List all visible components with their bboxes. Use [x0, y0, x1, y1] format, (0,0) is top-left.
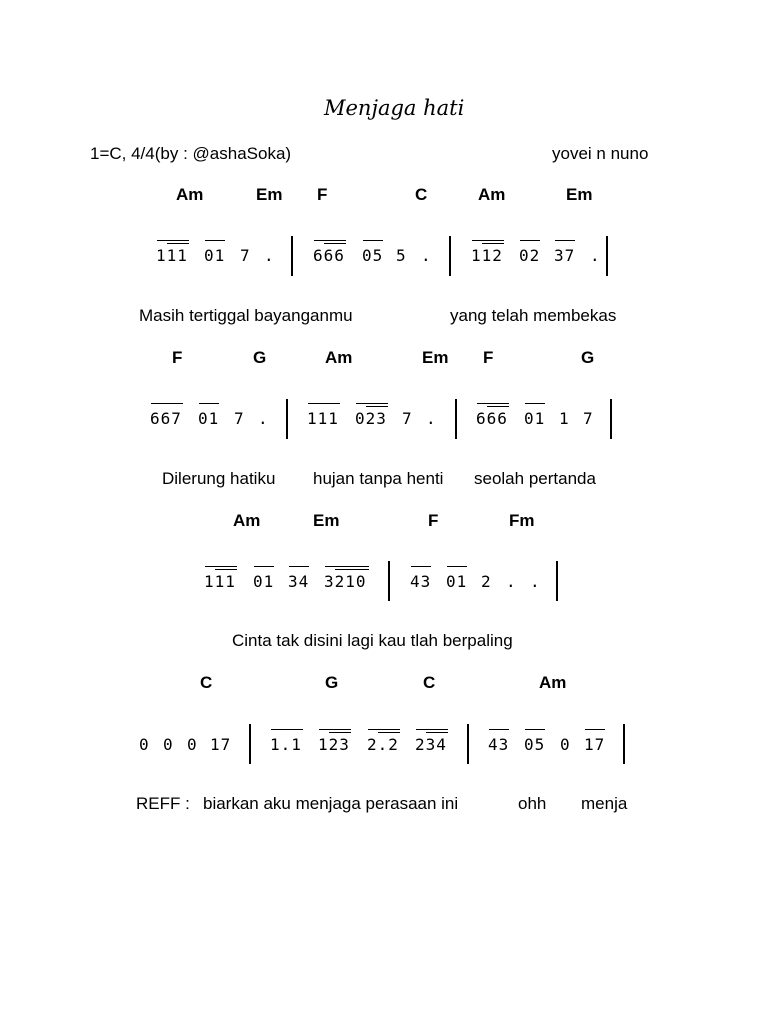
beam-line	[525, 403, 545, 404]
chord: Em	[422, 348, 449, 367]
beam-line	[416, 729, 448, 730]
beam-line	[215, 569, 237, 570]
bar-line	[606, 236, 608, 276]
note-group: 666	[476, 409, 508, 428]
beam-line	[308, 403, 340, 404]
beam-line	[520, 240, 540, 241]
note-group: 01	[253, 572, 275, 591]
beam-line	[363, 240, 383, 241]
note-group: 0	[560, 735, 571, 754]
note-group: 123	[318, 735, 350, 754]
chord: G	[325, 673, 339, 692]
beam-line	[324, 243, 346, 244]
beam-line	[205, 566, 237, 567]
lyric: Cinta tak disini lagi kau tlah berpaling	[232, 631, 513, 650]
beam-line	[489, 729, 509, 730]
artist-name: yovei n nuno	[552, 144, 649, 163]
lyric: biarkan aku menjaga perasaan ini	[203, 794, 459, 813]
beam-line	[314, 240, 346, 241]
bar-line	[467, 724, 469, 764]
note-group: 5	[396, 246, 407, 265]
beam-line	[205, 240, 225, 241]
chord: C	[200, 673, 213, 692]
chord: Am	[233, 511, 261, 530]
note-group: 2	[481, 572, 492, 591]
note-group: 1.1	[270, 735, 302, 754]
beam-line	[356, 403, 388, 404]
beam-line	[426, 732, 448, 733]
note-group: 667	[150, 409, 182, 428]
beam-line	[411, 566, 431, 567]
beam-line	[167, 243, 189, 244]
beam-line	[199, 403, 219, 404]
note-group: 7	[402, 409, 413, 428]
note-group: 111	[156, 246, 188, 265]
key-signature: 1=C, 4/4(by : @ashaSoka)	[90, 144, 292, 163]
bar-line	[455, 399, 457, 439]
beam-line	[378, 732, 400, 733]
beam-line	[151, 403, 183, 404]
bar-line	[556, 561, 558, 601]
note-dot: .	[590, 246, 601, 265]
beam-line	[254, 566, 274, 567]
note-dot: .	[506, 572, 517, 591]
bar-line	[249, 724, 251, 764]
note-group: 3210	[324, 572, 367, 591]
bar-line	[449, 236, 451, 276]
chord: C	[415, 185, 428, 204]
beam-line	[585, 729, 605, 730]
note-group: 7	[234, 409, 245, 428]
chord: Am	[478, 185, 506, 204]
note-group: 01	[524, 409, 546, 428]
note-group: 05	[524, 735, 546, 754]
note-group: 43	[488, 735, 510, 754]
note-group: 666	[313, 246, 345, 265]
note-group: 023	[355, 409, 387, 428]
note-group: 111	[204, 572, 236, 591]
beam-line	[366, 406, 388, 407]
note-dot: .	[530, 572, 541, 591]
note-group: 34	[288, 572, 310, 591]
chord: C	[423, 673, 436, 692]
song-title: Menjaga hati	[324, 96, 465, 120]
note-group: 2.2	[367, 735, 399, 754]
beam-line	[289, 566, 309, 567]
chord: Am	[539, 673, 567, 692]
beam-line	[319, 729, 351, 730]
beam-line	[368, 729, 400, 730]
beam-line	[487, 406, 509, 407]
note-group: 7	[240, 246, 251, 265]
chord: F	[428, 511, 439, 530]
note-dot: .	[258, 409, 269, 428]
lyric: ohh	[518, 794, 547, 813]
bar-line	[623, 724, 625, 764]
lyric: menja	[581, 794, 628, 813]
bar-line	[388, 561, 390, 601]
note-dot: .	[421, 246, 432, 265]
chord: G	[581, 348, 595, 367]
beam-line	[335, 569, 369, 570]
chord: Fm	[509, 511, 535, 530]
note-group: 01	[204, 246, 226, 265]
chord: Em	[313, 511, 340, 530]
note-group: 0	[187, 735, 198, 754]
note-group: 05	[362, 246, 384, 265]
lyric: Masih tertiggal bayanganmu	[139, 306, 353, 325]
beam-line	[157, 240, 189, 241]
beam-line	[482, 243, 504, 244]
note-group: 7	[583, 409, 594, 428]
chord: G	[253, 348, 267, 367]
chord: Em	[566, 185, 593, 204]
note-group: 0	[163, 735, 174, 754]
chord: F	[483, 348, 494, 367]
bar-line	[286, 399, 288, 439]
note-group: 02	[519, 246, 541, 265]
lyric: yang telah membekas	[450, 306, 617, 325]
note-group: 1	[559, 409, 570, 428]
chord: Am	[325, 348, 353, 367]
beam-line	[477, 403, 509, 404]
chord: Em	[256, 185, 283, 204]
beam-line	[329, 732, 351, 733]
note-group: 111	[307, 409, 339, 428]
beam-line	[555, 240, 575, 241]
chord: F	[317, 185, 328, 204]
beam-line	[325, 566, 369, 567]
bar-line	[610, 399, 612, 439]
lyric: hujan tanpa henti	[313, 469, 444, 488]
reff-label: REFF :	[136, 794, 190, 813]
note-group: 17	[210, 735, 232, 754]
chord: F	[172, 348, 183, 367]
note-group: 43	[410, 572, 432, 591]
note-group: 01	[198, 409, 220, 428]
note-group: 0	[139, 735, 150, 754]
lyric: Dilerung hatiku	[162, 469, 276, 488]
beam-line	[472, 240, 504, 241]
note-dot: .	[426, 409, 437, 428]
lyric: seolah pertanda	[474, 469, 596, 488]
note-group: 17	[584, 735, 606, 754]
note-group: 37	[554, 246, 576, 265]
chord: Am	[176, 185, 204, 204]
beam-line	[271, 729, 303, 730]
note-dot: .	[264, 246, 275, 265]
beam-line	[447, 566, 467, 567]
bar-line	[291, 236, 293, 276]
note-group: 112	[471, 246, 503, 265]
note-group: 01	[446, 572, 468, 591]
beam-line	[525, 729, 545, 730]
note-group: 234	[415, 735, 447, 754]
